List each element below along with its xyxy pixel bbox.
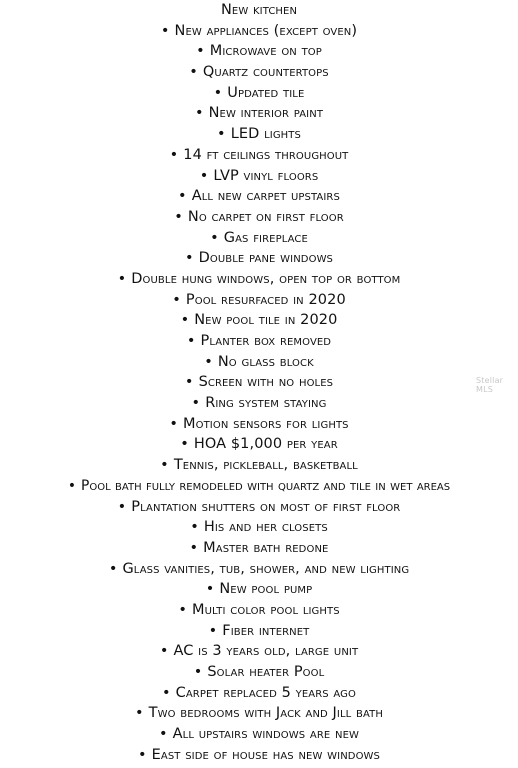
bullet-icon: • <box>172 291 181 308</box>
list-item-text: Ring system staying <box>205 395 327 412</box>
bullet-icon: • <box>189 539 199 556</box>
bullet-icon: • <box>213 84 223 101</box>
bullet-icon: • <box>210 229 219 246</box>
list-item-text: Motion sensors for lights <box>183 415 349 432</box>
list-item-text: Carpet replaced 5 years ago <box>175 684 356 701</box>
list-item <box>0 559 518 580</box>
list-item <box>0 745 518 766</box>
bullet-icon: • <box>135 705 144 722</box>
list-item <box>0 538 518 559</box>
list-item-text: Planter box removed <box>200 333 332 349</box>
list-item-text: His and her closets <box>203 519 328 536</box>
list-item <box>0 414 518 435</box>
list-item <box>0 372 518 393</box>
list-item-text: Solar heater Pool <box>207 664 325 680</box>
bullet-icon: • <box>189 64 198 81</box>
list-item-text: Fiber internet <box>222 622 310 639</box>
bullet-icon: • <box>159 726 168 743</box>
list-item-text: Gas fireplace <box>223 229 308 246</box>
list-item-text: East side of house has new windows <box>151 746 380 763</box>
list-item-text: Double pane windows <box>198 250 334 267</box>
bullet-icon: • <box>205 581 215 598</box>
bullet-icon: • <box>194 105 204 122</box>
bullet-icon: • <box>180 436 189 453</box>
title-text: New kitchen <box>220 2 298 18</box>
list-item-text: New pool pump <box>219 581 313 598</box>
list-item <box>0 269 518 290</box>
list-item <box>0 641 518 662</box>
bullet-icon: • <box>117 270 127 287</box>
list-item-text: No carpet on first floor <box>187 208 344 225</box>
watermark-logo: Stellar MLS <box>476 376 504 394</box>
bullet-icon: • <box>208 622 218 639</box>
list-item <box>0 683 518 704</box>
list-item <box>0 166 518 187</box>
list-item <box>0 703 518 724</box>
list-item-text: All new carpet upstairs <box>191 188 340 205</box>
bullet-icon: • <box>180 312 190 329</box>
list-item-text: Double hung windows, open top or bottom <box>131 270 401 287</box>
list-item <box>0 352 518 373</box>
list-item-text: 14 ft ceilings throughout <box>183 146 349 163</box>
list-item-text: Screen with no holes <box>198 374 334 391</box>
list-item <box>0 517 518 538</box>
list-item-text: New appliances (except oven) <box>174 22 358 39</box>
list-item <box>0 103 518 124</box>
list-item-text: All upstairs windows are new <box>172 726 359 743</box>
bullet-icon: • <box>190 519 199 536</box>
list-item <box>0 62 518 83</box>
list-item-text: Multi color pool lights <box>191 601 340 618</box>
list-item-text: Tennis, pickleball, basketball <box>173 457 358 474</box>
list-item <box>0 662 518 683</box>
bullet-icon: • <box>137 746 147 763</box>
list-item <box>0 434 518 455</box>
list-item <box>0 83 518 104</box>
list-item-text: Two bedrooms with Jack and Jill bath <box>148 705 383 722</box>
list-item-text: Updated tile <box>227 84 305 101</box>
bullet-icon: • <box>193 664 203 680</box>
bullet-icon: • <box>160 457 169 474</box>
list-item <box>0 621 518 642</box>
bullet-icon: • <box>217 126 226 143</box>
bullet-icon: • <box>159 643 169 660</box>
list-item-text: Microwave on top <box>209 43 322 60</box>
bullet-icon: • <box>186 333 196 349</box>
list-item <box>0 310 518 331</box>
list-item <box>0 579 518 600</box>
list-item <box>0 124 518 145</box>
list-item-text: New interior paint <box>208 105 324 122</box>
list-item-text: Pool resurfaced in 2020 <box>185 291 346 308</box>
list-item <box>0 497 518 518</box>
bullet-icon: • <box>184 374 194 391</box>
list-item <box>0 724 518 745</box>
list-item <box>0 455 518 476</box>
list-item <box>0 207 518 228</box>
list-item-text: AC is 3 years old, large unit <box>173 643 359 660</box>
bullet-icon: • <box>67 477 77 494</box>
bullet-icon: • <box>199 167 209 184</box>
bullet-icon: • <box>160 22 170 39</box>
list-item <box>0 476 518 497</box>
list-item <box>0 228 518 249</box>
list-item-text: LVP vinyl floors <box>213 167 319 184</box>
list-item-text: No glass block <box>217 353 314 370</box>
list-item <box>0 41 518 62</box>
list-item-text: HOA $1,000 per year <box>193 436 338 453</box>
bullet-icon: • <box>169 415 179 432</box>
list-item <box>0 186 518 207</box>
list-item-text: LED lights <box>230 126 301 143</box>
bullet-icon: • <box>178 188 187 205</box>
list-title <box>0 0 518 21</box>
bullet-icon: • <box>196 43 205 60</box>
list-item-text: Quartz countertops <box>202 64 329 81</box>
bullet-icon: • <box>184 250 194 267</box>
list-item-text: Plantation shutters on most of first floor <box>131 498 401 515</box>
list-item <box>0 600 518 621</box>
bullet-icon: • <box>191 395 201 412</box>
list-item <box>0 331 518 352</box>
list-item <box>0 21 518 42</box>
list-item-text: New pool tile in 2020 <box>194 312 338 329</box>
bullet-icon: • <box>178 601 187 618</box>
bullet-icon: • <box>169 146 179 163</box>
bullet-icon: • <box>174 208 183 225</box>
list-item-text: Pool bath fully remodeled with quartz and tile in wet areas <box>81 477 451 494</box>
list-item-text: Master bath redone <box>203 539 329 556</box>
bullet-icon: • <box>108 560 118 577</box>
list-item <box>0 393 518 414</box>
list-item <box>0 248 518 269</box>
bullet-icon: • <box>161 684 171 701</box>
list-item <box>0 290 518 311</box>
list-item-text: Glass vanities, tub, shower, and new lighting <box>122 560 410 577</box>
bullet-icon: • <box>117 498 127 515</box>
bullet-icon: • <box>204 353 213 370</box>
list-item <box>0 145 518 166</box>
